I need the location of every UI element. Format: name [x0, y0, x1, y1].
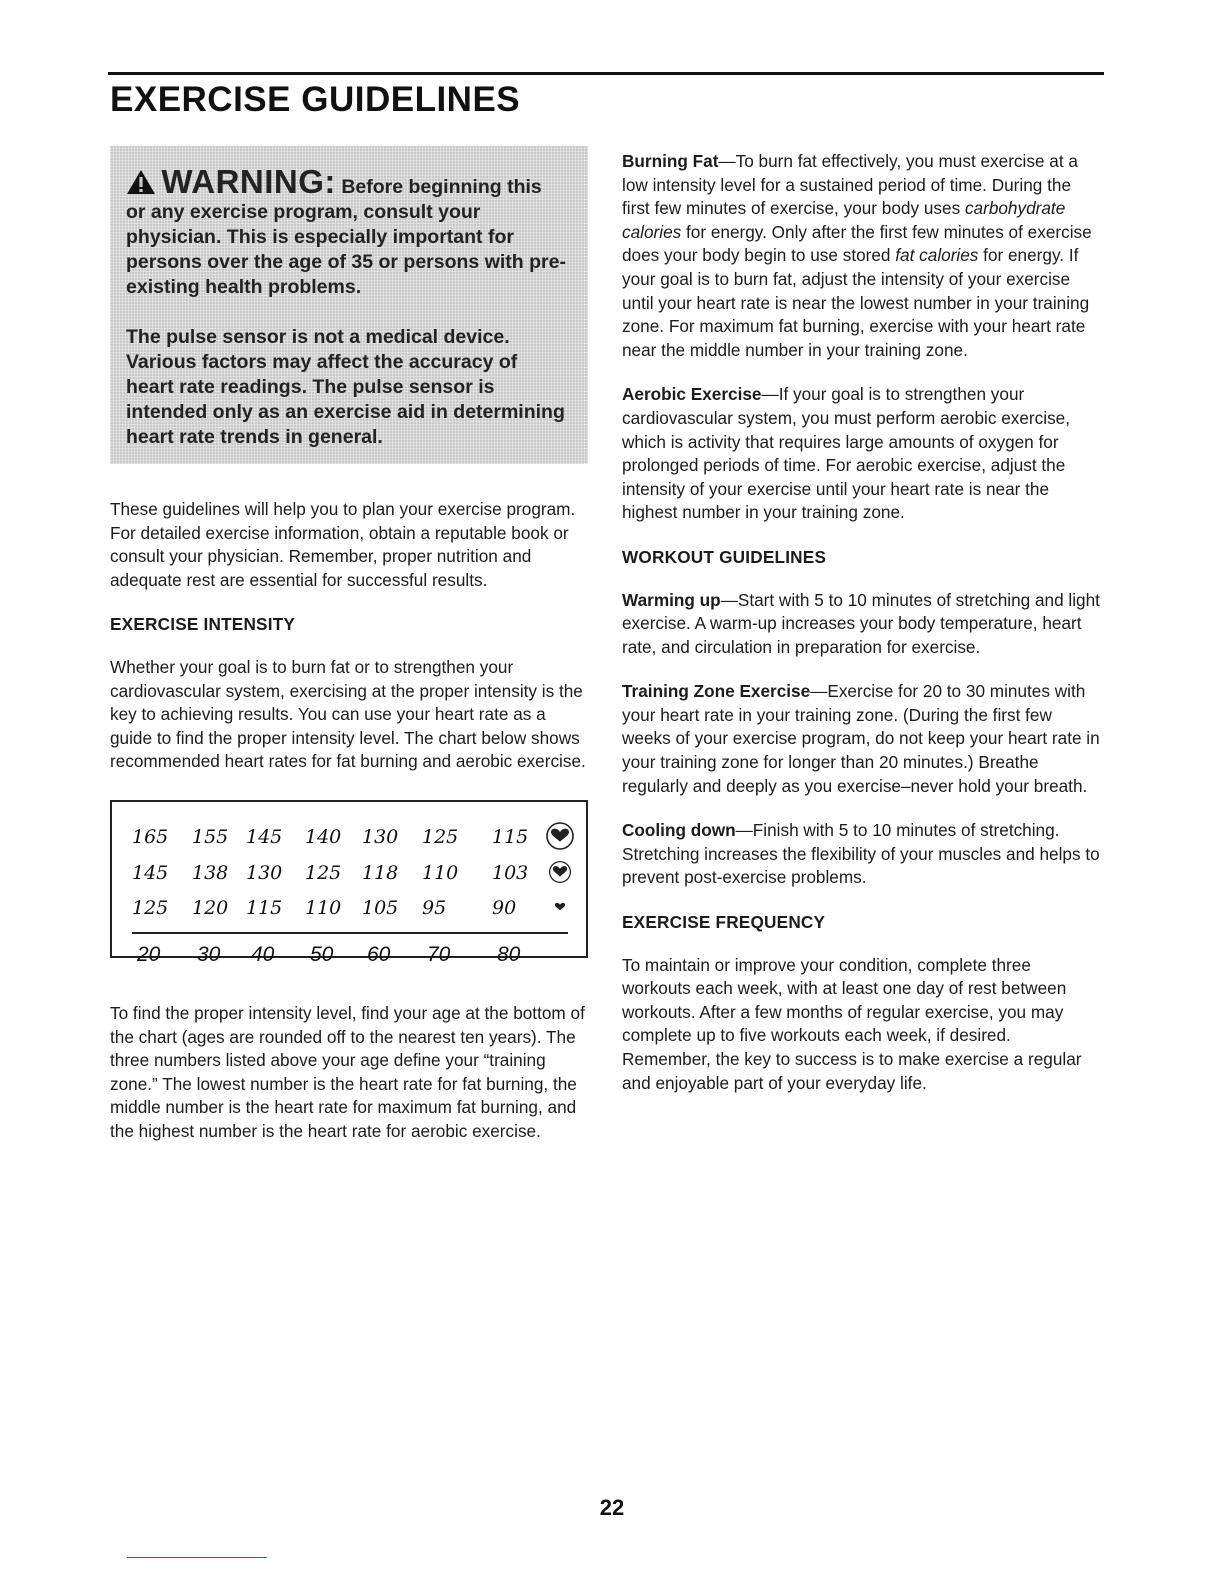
burning-fat-lead: Burning Fat — [622, 151, 719, 171]
training-zone-lead: Training Zone Exercise — [622, 681, 811, 702]
page-number: 22 — [599, 1495, 625, 1520]
burning-fat-text-2: for energy. Only after the first few minutes of exercise does your body begin to use stored — [622, 221, 1092, 266]
age-label: 80 — [497, 942, 521, 966]
heart-rate-value: 110 — [422, 861, 459, 884]
fat-calories-emphasis: fat calories — [895, 245, 979, 266]
heart-rate-value: 120 — [192, 896, 229, 919]
heart-rate-chart-svg — [112, 802, 586, 972]
cooling-down-lead: Cooling down — [622, 820, 736, 841]
heart-rate-value: 155 — [192, 825, 229, 848]
age-label: 50 — [310, 942, 334, 966]
warning-box — [110, 146, 588, 464]
heart-rate-value: 105 — [362, 896, 399, 919]
aerobic-exercise-text: —If your goal is to strengthen your cardiovascular system, you must perform aerobic exercise, which is activity that requires large amounts of oxygen for prolonged periods of time. For aerobic exercise, adjust the intensity of your exercise until your heart rate is near the highest number in your training zone. — [622, 384, 1070, 523]
aerobic-exercise-paragraph — [622, 383, 1100, 525]
warning-text-1: Before beginning this or any exercise program, consult your physician. This is especially important for persons over the age of 35 or persons with pre-existing health problems. — [126, 176, 566, 298]
burning-fat-paragraph — [622, 150, 1100, 362]
warning-word: WARNING: — [161, 163, 336, 200]
age-label: 70 — [427, 942, 451, 966]
age-label: 20 — [137, 942, 161, 966]
training-zone-text: —Exercise for 20 to 30 minutes with your heart rate in your training zone. (During the first few weeks of your exercise program, do not keep your heart rate in your training zone for longer than 20 minutes.) Breathe regularly and deeply as you exercise–never hold your breath. — [622, 681, 1100, 796]
exercise-frequency-paragraph: To maintain or improve your condition, complete three workouts each week, with at least one day of rest between workouts. After a few months of regular exercise, you may complete up to five workouts each week, if desired. Remember, the key to success is to make exercise a regular and enjoyable part of your everyday life. — [622, 954, 1082, 1093]
intro-paragraph: These guidelines will help you to plan your exercise program. For detailed exercise information, obtain a reputable book or consult your physician. Remember, proper nutrition and adequate rest are essential for successful results. — [110, 499, 576, 590]
heart-rate-value: 145 — [132, 861, 169, 884]
exercise-intensity-heading: EXERCISE INTENSITY — [110, 614, 296, 635]
carbohydrate-calories-emphasis: carbohydrate calories — [622, 198, 1066, 242]
age-label: 60 — [367, 942, 391, 966]
cooling-down-paragraph — [622, 819, 1100, 890]
burning-fat-text-1: —To burn fat effectively, you must exercise at a low intensity level for a sustained period of time. During the first few minutes of exercise, your body uses — [622, 151, 1078, 219]
heart-rate-value: 110 — [305, 896, 342, 919]
page-title: EXERCISE GUIDELINES — [110, 80, 521, 119]
heart-rate-value: 138 — [192, 861, 229, 884]
heart-rate-value: 130 — [246, 861, 283, 884]
training-zone-paragraph — [622, 680, 1100, 798]
bottom-rule — [127, 1557, 267, 1558]
heart-rate-value: 140 — [305, 825, 342, 848]
heart-rate-chart — [110, 800, 588, 966]
age-label: 30 — [197, 942, 221, 966]
medium-heart-icon — [550, 862, 571, 883]
warming-up-text: —Start with 5 to 10 minutes of stretching and light exercise. A warm-up increases your body temperature, heart rate, and circulation in preparation for exercise. — [622, 589, 1100, 657]
heart-rate-value: 125 — [132, 896, 169, 919]
heart-rate-value: 130 — [362, 825, 399, 848]
large-heart-icon — [547, 823, 573, 849]
heart-rate-value: 125 — [305, 861, 342, 884]
warming-up-paragraph — [622, 589, 1100, 660]
heart-rate-value: 118 — [362, 861, 399, 884]
header-rule — [108, 72, 1104, 75]
cooling-down-text: —Finish with 5 to 10 minutes of stretching. Stretching increases the flexibility of your muscles and helps to prevent post-exercise problems. — [622, 820, 1100, 888]
warning-paragraph-1 — [126, 164, 566, 300]
heart-rate-value: 125 — [422, 825, 459, 848]
workout-guidelines-heading: WORKOUT GUIDELINES — [622, 546, 827, 567]
exercise-frequency-heading: EXERCISE FREQUENCY — [622, 912, 826, 933]
heart-rate-value: 115 — [492, 825, 529, 848]
warning-paragraph-2: The pulse sensor is not a medical device. Various factors may affect the accuracy of heart rate readings. The pulse sensor is intended only as an exercise aid in determining heart rate trends in general. — [126, 326, 565, 448]
heart-rate-value: 115 — [246, 896, 283, 919]
heart-rate-value: 103 — [492, 861, 529, 884]
age-label: 40 — [251, 942, 275, 966]
warming-up-lead: Warming up — [622, 589, 721, 610]
small-heart-icon — [555, 903, 565, 910]
burning-fat-text-3: for energy. If your goal is to burn fat, adjust the intensity of your exercise until your heart rate is near the lowest number in your training zone. For maximum fat burning, exercise with your heart rate near the middle number in your training zone. — [622, 245, 1090, 360]
right-column — [622, 150, 1100, 1116]
aerobic-exercise-lead: Aerobic Exercise — [622, 384, 762, 405]
warning-triangle-icon — [126, 169, 156, 195]
exercise-intensity-paragraph: Whether your goal is to burn fat or to strengthen your cardiovascular system, exercising at the proper intensity is the key to achieving results. You can use your heart rate as a guide to find the proper intensity level. The chart below shows recommended heart rates for fat burning and aerobic exercise. — [110, 656, 586, 772]
left-column — [110, 146, 588, 1165]
intensity-explanation-paragraph: To find the proper intensity level, find your age at the bottom of the chart (ages are rounded off to the nearest ten years). The three numbers listed above your age define your “training zone.” The lowest number is the heart rate for fat burning, the middle number is the heart rate for maximum fat burning, and the highest number is the heart rate for aerobic exercise. — [110, 1002, 585, 1141]
heart-rate-value: 165 — [132, 825, 169, 848]
heart-rate-value: 90 — [492, 896, 517, 919]
heart-rate-value: 95 — [422, 896, 447, 919]
heart-rate-value: 145 — [246, 825, 283, 848]
